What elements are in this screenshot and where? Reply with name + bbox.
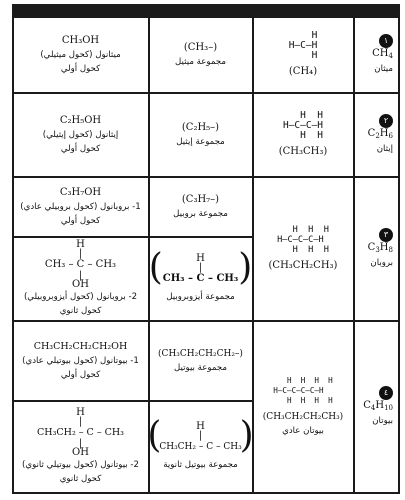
alcohol-cell (13, 321, 148, 400)
alcohol-class: كحول ثانوي (59, 305, 102, 316)
molecular-formula: $C_2H_6$ (367, 127, 393, 140)
alcohol-bond: | (78, 247, 83, 259)
table-border-bottom (12, 492, 400, 494)
alcohol-name: 1- بروبانول (كحول بروبيلي عادي) (20, 201, 141, 212)
alcohol-formula: CH₃CH₂ – C – CH₃ (37, 426, 124, 438)
close-bracket: ) (238, 246, 253, 288)
alkyl-group-cell (149, 177, 252, 236)
open-bracket: ( (147, 414, 162, 456)
alcohol-cell (13, 18, 148, 92)
alcohol-name: إيثانول (كحول إيثيلي) (42, 129, 119, 140)
row-number-badge: ٣ (379, 228, 393, 242)
alkyl-group-name: مجموعة إيثيل (176, 136, 225, 147)
group-top-atom: H (196, 420, 205, 432)
alkane-name: إيثان (376, 143, 393, 154)
alkyl-group-cell (149, 18, 252, 92)
alcohol-bond: | (78, 415, 83, 427)
structural-formula: H H H H–C–C–C–H H H H (277, 224, 329, 255)
alcohol-name: 2- بروبانول (كحول أيزوبروبيلي) (23, 291, 138, 302)
alcohol-formula: CH₃OH (61, 35, 100, 46)
alkyl-group-name: مجموعة أيزوبروبيل (166, 291, 235, 302)
group-top-atom: H (196, 252, 205, 264)
alcohol-class: كحول ثانوي (59, 473, 102, 484)
row-number-badge: ١ (379, 34, 393, 48)
group-bond: | (198, 261, 203, 273)
alkane-name: ميثان (374, 64, 393, 74)
alkyl-group-cell (149, 321, 252, 400)
close-bracket: ) (239, 414, 254, 456)
alcohol-cell (13, 93, 148, 176)
alcohol-class: كحول أولي (60, 64, 101, 74)
alcohol-cell (13, 237, 148, 320)
molecular-formula: $C_3H_8$ (367, 241, 393, 254)
row-number-badge: ٤ (379, 386, 393, 400)
alkyl-group-formula: (CH₃CH₂CH₂CH₂–) (158, 348, 243, 359)
branched-group (148, 246, 253, 288)
molecular-formula: $C_4H_{10}$ (363, 399, 393, 412)
branched-group (147, 414, 254, 456)
condensed-formula: (CH₄) (288, 66, 318, 77)
open-bracket: ( (148, 246, 163, 288)
alcohol-class: كحول أولي (60, 143, 101, 154)
alkyl-group-name: مجموعة بيوتيل (174, 362, 227, 373)
condensed-formula: (CH₃CH₃) (278, 145, 328, 157)
alkyl-group-formula: (CH₃–) (183, 42, 218, 53)
alcohol-top-atom: H (76, 406, 85, 418)
alkyl-group-name: مجموعة ميثيل (175, 57, 226, 67)
condensed-formula: (CH₃CH₂CH₂CH₃) (262, 411, 344, 422)
alcohol-name: 2- بيوتانول (كحول بيوتيلي ثانوي) (21, 459, 140, 470)
alcohol-bond: | (78, 437, 83, 449)
alcohol-bottom-group: OH (72, 446, 89, 458)
alcohol-bottom-group: OH (72, 278, 89, 290)
alcohol-formula: CH₃CH₂CH₂CH₂OH (33, 340, 128, 352)
alcohol-class: كحول أولي (60, 215, 101, 226)
alcohol-formula: C₃H₇OH (59, 186, 102, 198)
alkyl-group-name: مجموعة بيوتيل ثانوية (163, 459, 238, 470)
structure-cell (253, 93, 353, 176)
alkane-name: بروبان (370, 257, 393, 268)
alcohol-formula: CH₃ – C – CH₃ (44, 258, 117, 270)
alkyl-group-name: مجموعة بروبيل (173, 208, 228, 219)
alcohol-class: كحول أولي (60, 369, 101, 380)
structural-formula: H H—C—H H (288, 30, 318, 61)
alkane-name-cell (353, 18, 399, 92)
alcohol-cell (13, 401, 148, 492)
group-bond: | (198, 429, 203, 441)
alkane-name: بيوتان (372, 415, 393, 426)
structural-formula: H H H–C–C–H H H (282, 109, 324, 141)
table-header-bar (12, 4, 400, 18)
alcohol-name: 1- بيوتانول (كحول بيوتيلي عادي) (22, 355, 139, 366)
alkyl-group-formula: (C₂H₅–) (181, 121, 220, 133)
condensed-formula: (CH₃CH₂CH₃) (268, 259, 338, 271)
alkyl-group-formula: CH₃ – C – CH₃ (162, 272, 239, 284)
molecular-formula: $CH_4$ (372, 48, 393, 60)
alkyl-group-cell (149, 237, 252, 320)
row-number-badge: ٢ (379, 114, 393, 128)
alcohol-bond: | (78, 269, 83, 281)
alkane-name-cell (353, 177, 399, 320)
alkyl-group-formula: (C₃H₇–) (181, 193, 220, 205)
alkyl-group-cell (149, 401, 252, 492)
alcohol-cell (13, 177, 148, 236)
alcohol-formula: C₂H₅OH (59, 114, 102, 126)
structure-cell (253, 18, 353, 92)
alkane-name-cell (353, 321, 399, 492)
alkanes-table (12, 4, 400, 494)
alkyl-group-cell (149, 93, 252, 176)
structural-formula: H H H H H–C–C–C–C–H H H H H (273, 375, 333, 405)
alcohol-top-atom: H (76, 238, 85, 250)
structure-cell (253, 177, 353, 320)
alkane-name-cell (353, 93, 399, 176)
alcohol-name: ميثانول (كحول ميثيلي) (40, 50, 121, 60)
condensed-name: بيوتان عادي (282, 425, 324, 436)
structure-cell (253, 321, 353, 492)
alkyl-group-formula: CH₃CH₂ – C – CH₃ (159, 441, 242, 452)
